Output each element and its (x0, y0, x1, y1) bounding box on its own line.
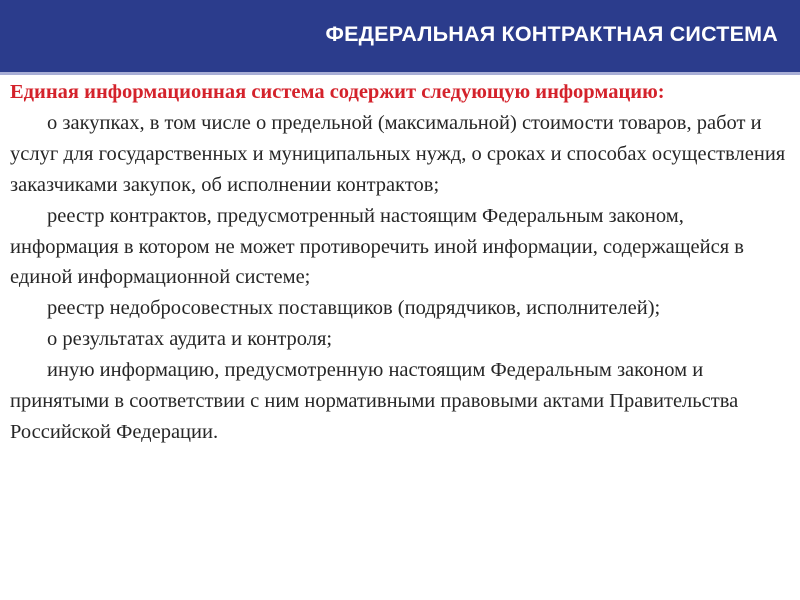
header-bar (0, 0, 800, 75)
lead-heading: Единая информационная система содержит следующую информацию: (10, 81, 665, 103)
list-item: реестр контрактов, предусмотренный настоящим Федеральным законом, информация в котором не может противоречить иной информации, содержащейся в единой информационной системе; (10, 204, 744, 289)
list-item: иную информацию, предусмотренную настоящим Федеральным законом и принятыми в соответствии с ним нормативными правовыми актами Правительства Российской Федерации. (10, 359, 739, 443)
slide-content (10, 77, 795, 448)
page-title: ФЕДЕРАЛЬНАЯ КОНТРАКТНАЯ СИСТЕМА (325, 22, 778, 46)
list-item: о результатах аудита и контроля; (47, 328, 333, 351)
list-item: реестр недобросовестных поставщиков (подрядчиков, исполнителей); (47, 297, 661, 320)
list-item: о закупках, в том числе о предельной (максимальной) стоимости товаров, работ и услуг для государственных и муниципальных нужд, о сроках и способах осуществления заказчиками закупок, об исполнении контрактов; (10, 111, 786, 196)
